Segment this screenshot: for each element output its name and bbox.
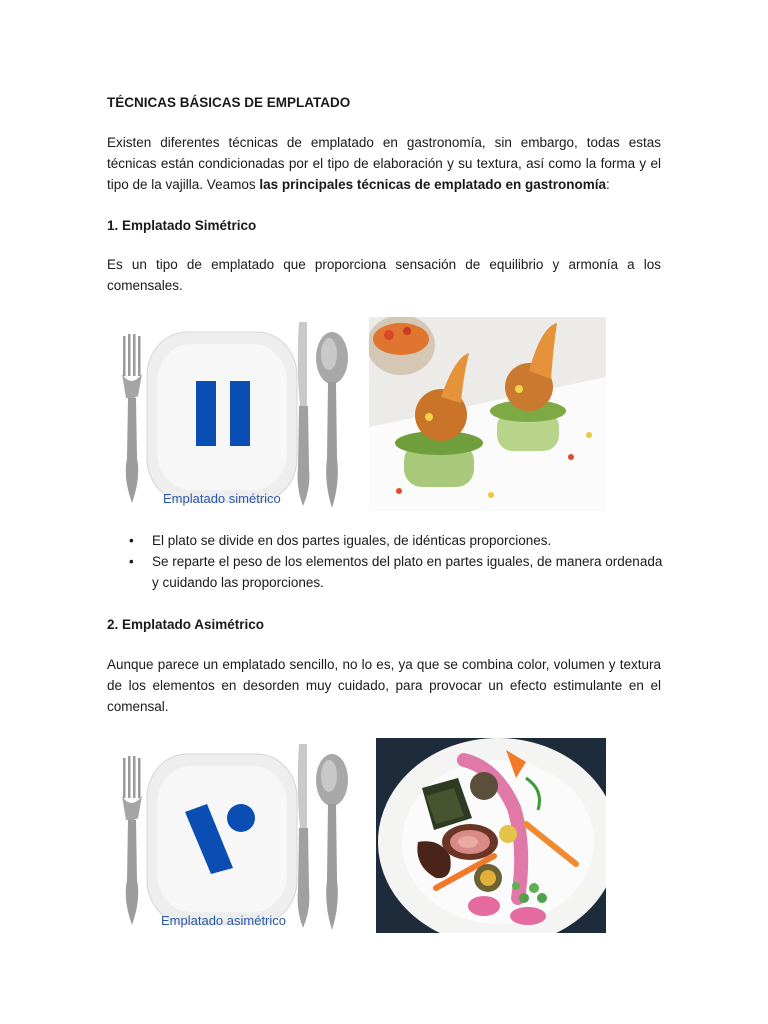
list-item [107, 530, 667, 551]
fork-icon [122, 756, 142, 925]
document-title: TÉCNICAS BÁSICAS DE EMPLATADO [107, 95, 351, 110]
spoon-icon [316, 332, 348, 508]
symmetric-caption: Emplatado simétrico [163, 491, 281, 506]
knife-icon [298, 322, 310, 506]
asymmetric-food-photo [376, 738, 606, 933]
symmetric-food-photo [369, 317, 606, 511]
asymmetric-dot [227, 804, 255, 832]
asymmetric-caption: Emplatado asimétrico [161, 913, 286, 928]
bullet-text: Se reparte el peso de los elementos del plato en partes iguales, de manera ordenada y cuidando las proporciones. [152, 554, 663, 590]
asymmetric-plating-diagram [115, 740, 355, 935]
intro-paragraph [107, 132, 661, 195]
section1-heading: 1. Emplatado Simétrico [107, 218, 257, 233]
section2-heading: 2. Emplatado Asimétrico [107, 617, 265, 632]
plate-icon [147, 754, 297, 924]
section1-bullet-list [107, 530, 667, 593]
fork-icon [122, 334, 142, 503]
intro-text: Existen diferentes técnicas de emplatado en gastronomía, sin embargo, todas estas técnicas están condicionadas por el tipo de elaboración y su textura, así como la forma y el tipo de la vajilla. Veamos [107, 135, 661, 192]
symmetric-right-bar [230, 381, 250, 446]
symmetric-left-bar [196, 381, 216, 446]
intro-colon: : [605, 177, 610, 192]
bullet-marker: • [129, 554, 134, 569]
plate-icon [147, 332, 297, 502]
knife-icon [298, 744, 310, 928]
section2-paragraph: Aunque parece un emplatado sencillo, no lo es, ya que se combina color, volumen y textura de los elementos en desorden muy cuidado, para provocar un efecto estimulante en el comensal. [107, 657, 661, 714]
symmetric-plating-diagram [115, 318, 355, 513]
intro-bold-text: las principales técnicas de emplatado en gastronomía [259, 177, 606, 192]
spoon-icon [316, 754, 348, 930]
list-item [107, 551, 667, 593]
bullet-text: El plato se divide en dos partes iguales, de idénticas proporciones. [152, 533, 552, 548]
section1-paragraph: Es un tipo de emplatado que proporciona sensación de equilibrio y armonía a los comensales. [107, 257, 661, 293]
bullet-marker: • [129, 533, 134, 548]
